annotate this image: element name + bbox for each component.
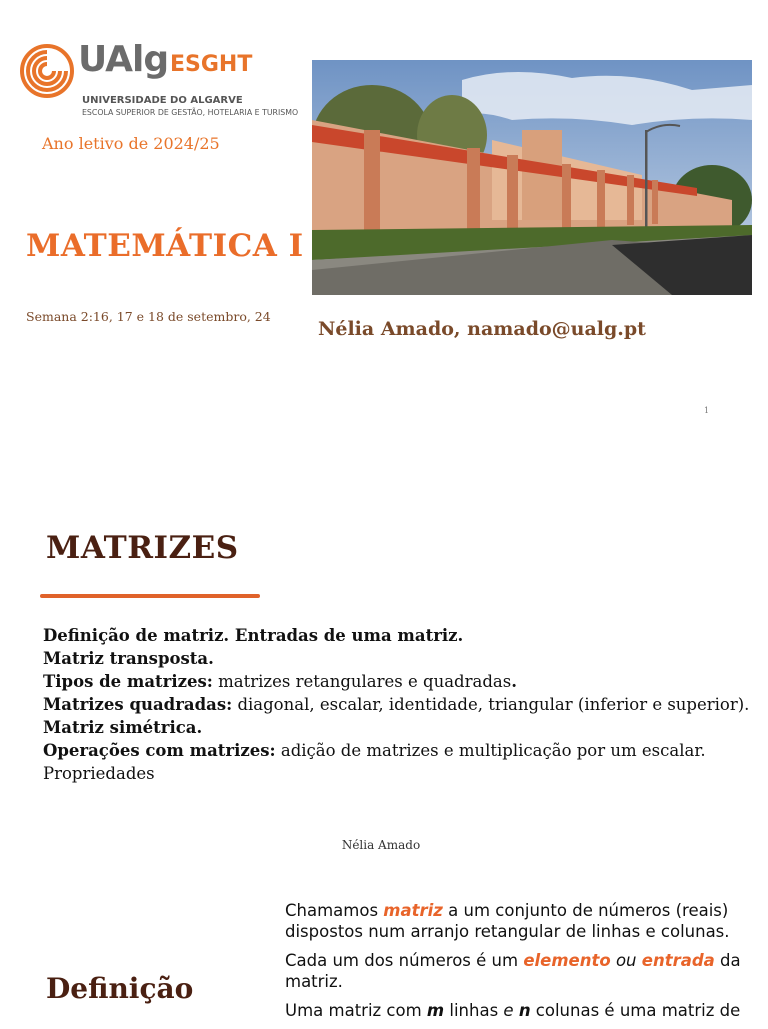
topic-item: Operações com matrizes: adição de matrizes e multiplicação por um escalar. [43,741,706,760]
topic-item: Matrizes quadradas: diagonal, escalar, identidade, triangular (inferior e superior). [43,695,750,714]
logo-university-name: UNIVERSIDADE DO ALGARVE [82,95,243,106]
definition-paragraph: Chamamos matriz a um conjunto de números (reais) dispostos num arranjo retangular de linhas e colunas. [285,901,730,941]
topic-item: Propriedades [43,764,155,783]
topic-item: Definição de matriz. Entradas de uma matriz. [43,626,464,645]
topic-item: Tipos de matrizes: matrizes retangulares e quadradas. [43,672,517,691]
definition-paragraph: Uma matriz com m linhas e n colunas é uma matriz de [285,1001,741,1020]
slide-footer-author: Nélia Amado [341,838,421,852]
logo-brand: UAlg [78,39,169,80]
logo-school: ESGHT [170,52,253,77]
author-contact: Nélia Amado, namado@ualg.pt [318,318,646,340]
week-info: Semana 2:16, 17 e 18 de setembro, 24 [26,309,271,324]
slide-title-definicao: Definição [46,972,194,1005]
university-logo [20,39,299,122]
academic-year: Ano letivo de 2024/25 [42,134,220,153]
page-number: 1 [704,406,710,415]
definition-paragraph: Cada um dos números é um elemento ou entrada da matriz. [285,951,741,991]
topics-list [43,624,750,785]
topic-item: Matriz transposta. [43,649,214,668]
logo-school-full-name: ESCOLA SUPERIOR DE GESTÃO, HOTELARIA E TURISMO [82,108,299,117]
definition-text [285,900,745,1029]
slide-title-matrizes: MATRIZES [46,530,239,566]
topic-item: Matriz simétrica. [43,718,203,737]
campus-building-photo [312,60,752,295]
title-underline-divider [40,594,260,598]
course-title: MATEMÁTICA I [26,228,304,264]
ualg-swirl-icon [20,44,74,98]
